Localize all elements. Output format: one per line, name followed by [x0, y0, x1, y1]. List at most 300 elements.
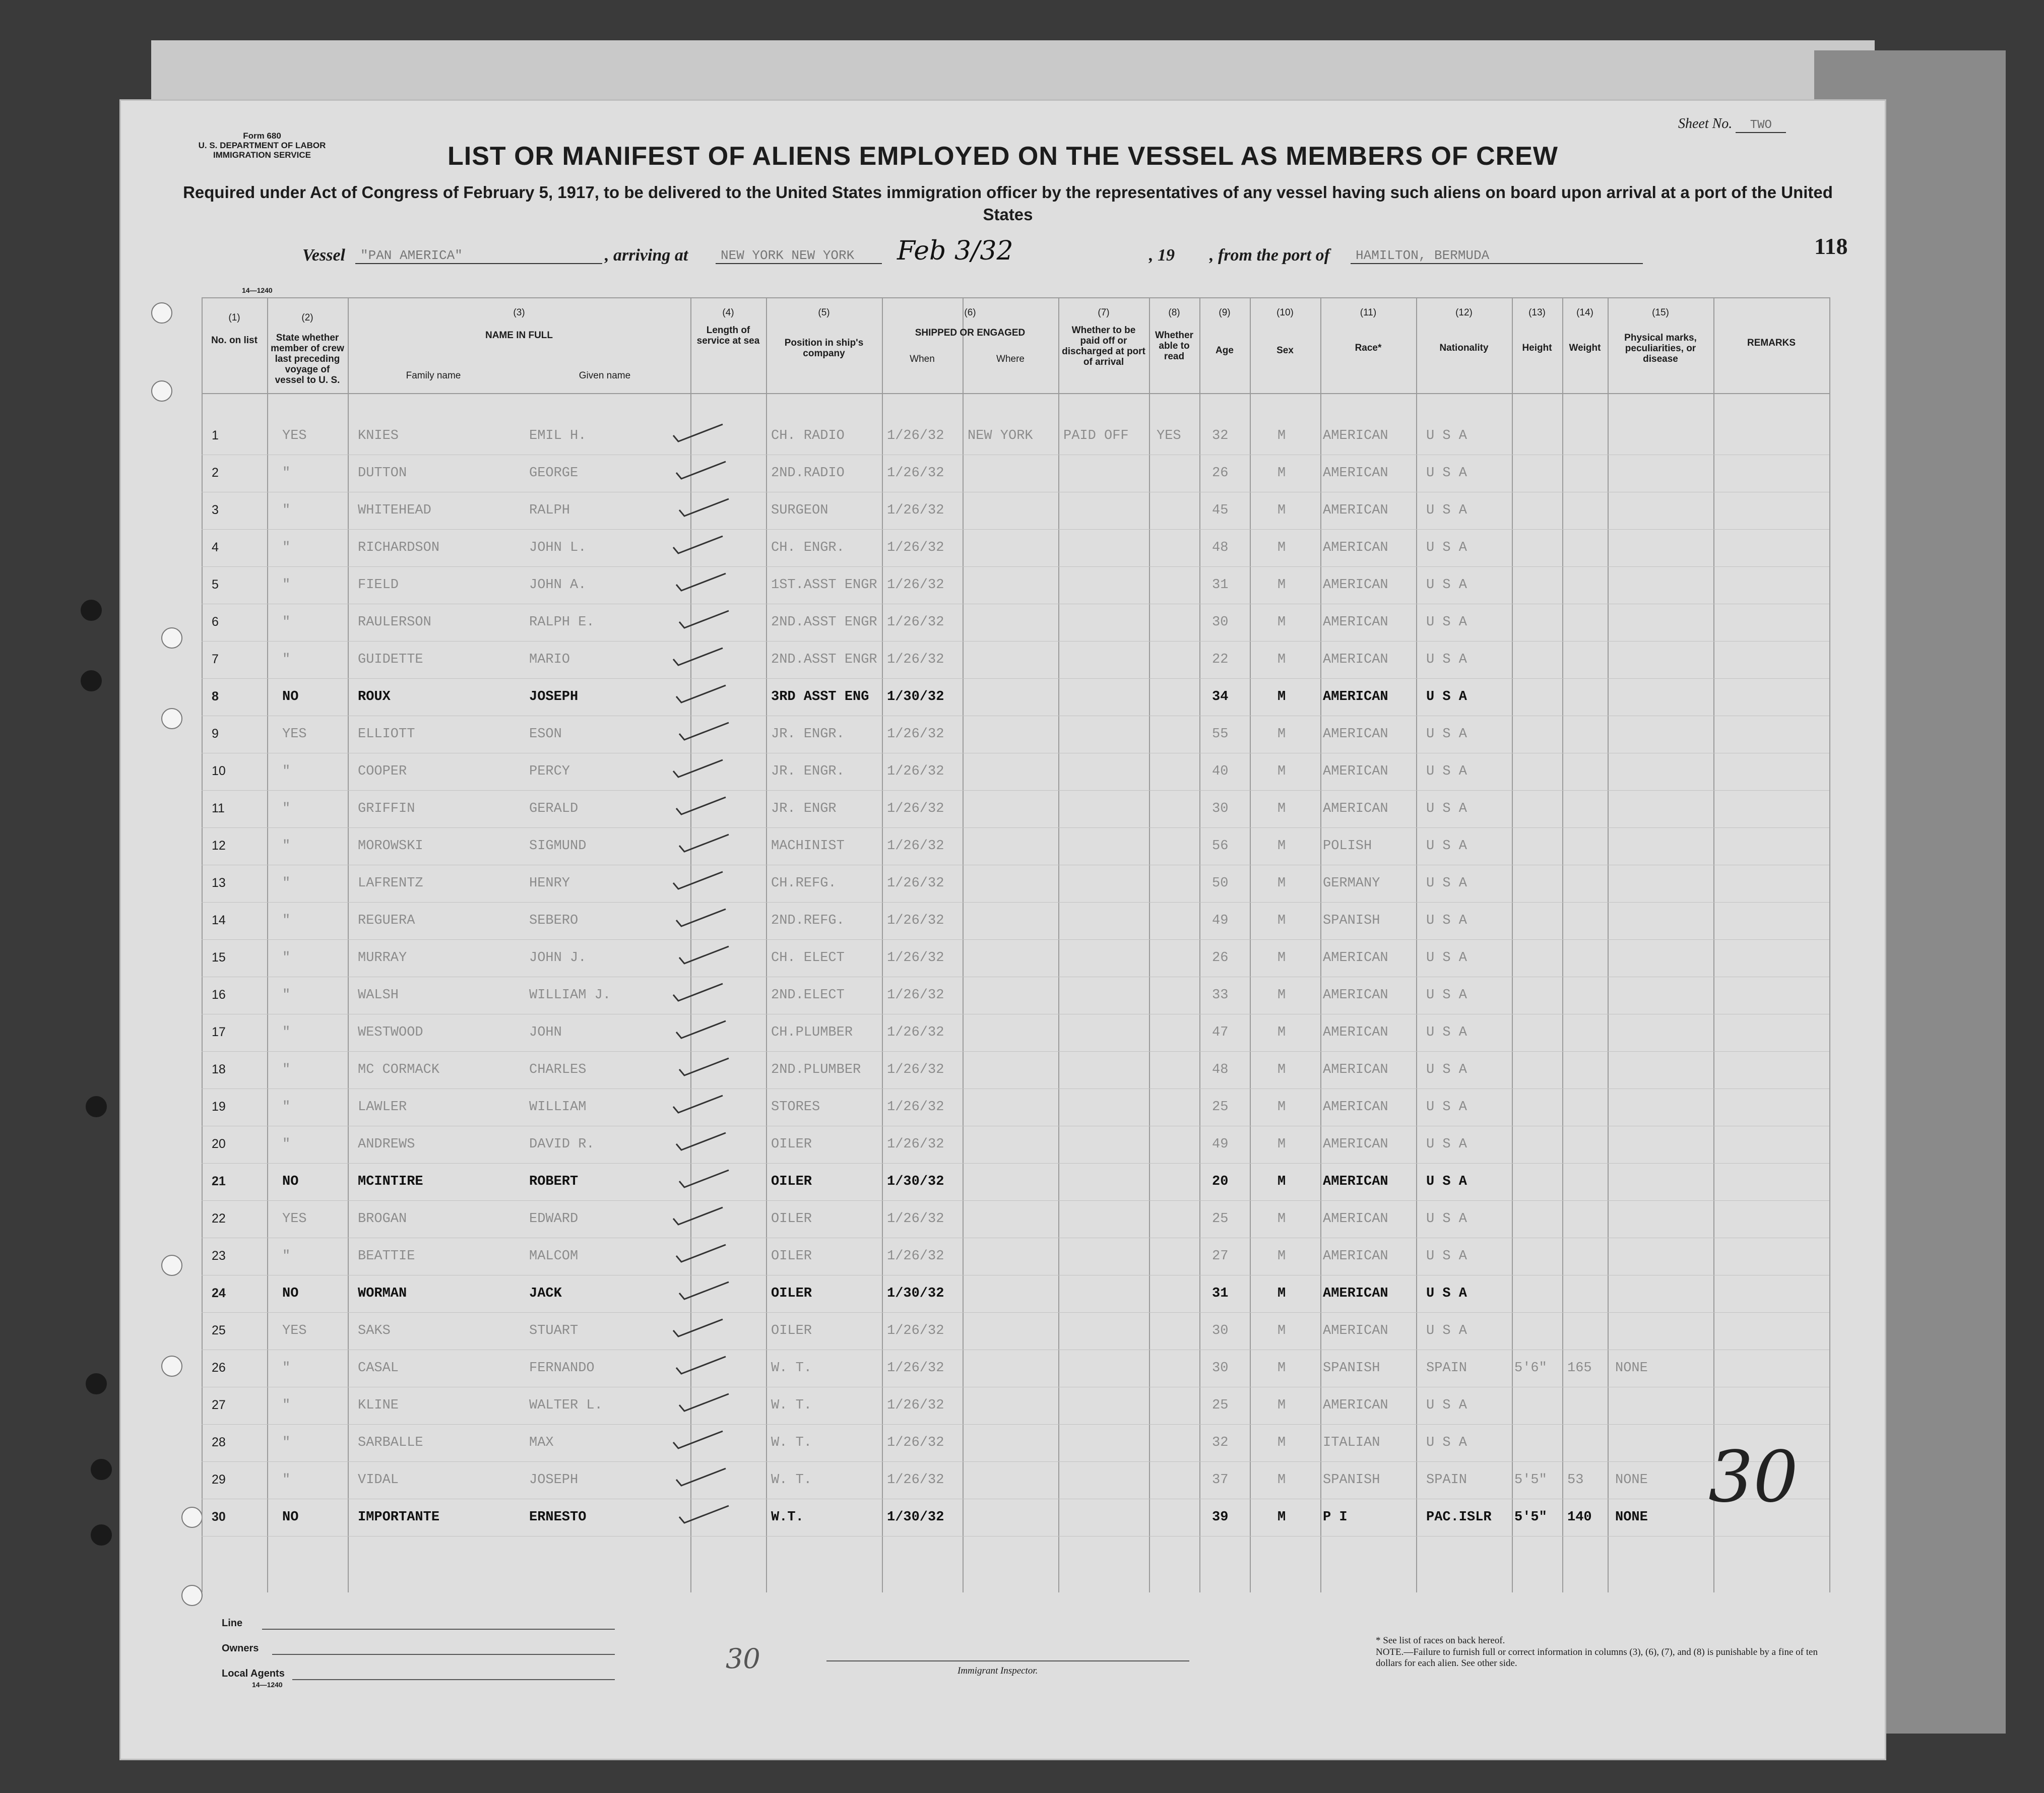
binder-hole [86, 1373, 107, 1394]
previous-voyage: YES [282, 428, 307, 443]
previous-voyage: " [282, 764, 291, 779]
col12-number: (12) [1455, 307, 1473, 318]
race: AMERICAN [1323, 950, 1388, 966]
family-name: IMPORTANTE [358, 1510, 440, 1525]
check-mark-icon [670, 983, 726, 1003]
row-number: 16 [212, 988, 226, 1002]
check-mark-icon [673, 1132, 729, 1152]
nationality: U S A [1426, 689, 1467, 705]
previous-voyage: " [282, 839, 291, 854]
family-name: ANDREWS [358, 1137, 415, 1152]
check-mark-icon [676, 834, 732, 854]
from-port-label: , from the port of [1209, 246, 1330, 265]
col10-number: (10) [1276, 307, 1294, 318]
family-name: CASAL [358, 1361, 399, 1376]
family-name: WESTWOOD [358, 1025, 423, 1040]
sex: M [1278, 1398, 1286, 1413]
inspector-label: Immigrant Inspector. [957, 1666, 1038, 1676]
shipped-when: 1/26/32 [887, 801, 944, 816]
col7-number: (7) [1098, 307, 1110, 318]
col15-header: Physical marks, peculiarities, or disease [1624, 333, 1697, 364]
age: 30 [1212, 1361, 1229, 1376]
binder-hole [91, 1459, 112, 1480]
row-number: 27 [212, 1398, 226, 1412]
age: 48 [1212, 1062, 1229, 1077]
previous-voyage: " [282, 540, 291, 555]
race: AMERICAN [1323, 540, 1388, 555]
race: AMERICAN [1323, 1025, 1388, 1040]
nationality: U S A [1426, 1025, 1467, 1040]
nationality: PAC.ISLR [1426, 1510, 1492, 1525]
footer-handwritten-number: 30 [726, 1643, 760, 1675]
age: 27 [1212, 1249, 1229, 1264]
given-name: MARIO [529, 652, 570, 667]
given-name: JOSEPH [529, 689, 579, 705]
sex: M [1278, 764, 1286, 779]
physical-marks: NONE [1615, 1510, 1648, 1525]
previous-voyage: " [282, 578, 291, 593]
sex: M [1278, 1510, 1286, 1525]
given-name: RALPH E. [529, 615, 595, 630]
table-row [121, 642, 1885, 679]
age: 40 [1212, 764, 1229, 779]
sex: M [1278, 1361, 1286, 1376]
race: AMERICAN [1323, 1100, 1388, 1115]
service-name: IMMIGRATION SERVICE [213, 150, 311, 160]
sex: M [1278, 540, 1286, 555]
position: OILER [771, 1323, 812, 1338]
height: 5'5" [1514, 1472, 1547, 1488]
races-note: * See list of races on back hereof. [1376, 1635, 1505, 1646]
sex: M [1278, 1286, 1286, 1301]
table-row [121, 828, 1885, 866]
shipped-when: 1/26/32 [887, 727, 944, 742]
vessel-line [302, 236, 1814, 271]
nationality: U S A [1426, 1286, 1467, 1301]
col9-header: Age [1216, 345, 1234, 356]
shipped-when: 1/26/32 [887, 950, 944, 966]
given-name: JOHN [529, 1025, 562, 1040]
table-row [121, 456, 1885, 493]
shipped-when: 1/26/32 [887, 466, 944, 481]
shipped-when: 1/26/32 [887, 1435, 944, 1450]
row-number: 20 [212, 1137, 226, 1151]
nationality: U S A [1426, 727, 1467, 742]
shipped-when: 1/26/32 [887, 1398, 944, 1413]
shipped-when: 1/26/32 [887, 428, 944, 443]
table-row [121, 1164, 1885, 1201]
previous-voyage: NO [282, 1286, 299, 1301]
sheet-number-value: TWO [1736, 118, 1786, 133]
nationality: U S A [1426, 466, 1467, 481]
nationality: U S A [1426, 839, 1467, 854]
family-name: KNIES [358, 428, 399, 443]
age: 32 [1212, 428, 1229, 443]
position: 2ND.ASST ENGR [771, 615, 877, 630]
position: 2ND.REFG. [771, 913, 845, 928]
position: MACHINIST [771, 839, 845, 854]
age: 37 [1212, 1472, 1229, 1488]
col11-number: (11) [1360, 307, 1377, 318]
table-row [121, 978, 1885, 1015]
col7-header: Whether to be paid off or discharged at port of arrival [1062, 325, 1145, 367]
age: 49 [1212, 913, 1229, 928]
handwritten-total: 30 [1708, 1436, 1799, 1518]
row-number: 3 [212, 503, 219, 517]
table-row [121, 1015, 1885, 1052]
form-code-top: 14—1240 [242, 286, 273, 294]
family-name: WHITEHEAD [358, 503, 431, 518]
age: 22 [1212, 652, 1229, 667]
sex: M [1278, 1472, 1286, 1488]
table-row [121, 567, 1885, 605]
check-mark-icon [670, 759, 726, 779]
binder-hole [91, 1524, 112, 1546]
table-row [121, 866, 1885, 903]
given-name: EMIL H. [529, 428, 587, 443]
given-name: FERNANDO [529, 1361, 595, 1376]
given-name: WILLIAM [529, 1100, 587, 1115]
row-number: 17 [212, 1025, 226, 1039]
previous-voyage: " [282, 1361, 291, 1376]
family-name: ROUX [358, 689, 391, 705]
col3-family-header: Family name [406, 370, 461, 381]
paid-off: PAID OFF [1063, 428, 1129, 443]
sex: M [1278, 727, 1286, 742]
col15-number: (15) [1652, 307, 1669, 318]
previous-voyage: " [282, 876, 291, 891]
col1-number: (1) [228, 312, 240, 323]
given-name: CHARLES [529, 1062, 587, 1077]
document-subtitle: Required under Act of Congress of February 5, 1917, to be delivered to the United States immigration officer by the representatives of any vessel having such aliens on board upon arrival at a port of the United States [183, 183, 1833, 224]
weight: 165 [1567, 1361, 1592, 1376]
shipped-when: 1/26/32 [887, 1249, 944, 1264]
col9-number: (9) [1219, 307, 1231, 318]
age: 39 [1212, 1510, 1229, 1525]
check-mark-icon [670, 871, 726, 891]
race: AMERICAN [1323, 652, 1388, 667]
age: 49 [1212, 1137, 1229, 1152]
family-name: MURRAY [358, 950, 407, 966]
col6-when-header: When [910, 354, 935, 364]
race: GERMANY [1323, 876, 1380, 891]
shipped-when: 1/30/32 [887, 1286, 944, 1301]
nationality: U S A [1426, 801, 1467, 816]
col6-number: (6) [964, 307, 976, 318]
family-name: SARBALLE [358, 1435, 423, 1450]
row-number: 30 [212, 1510, 226, 1524]
table-row [121, 1052, 1885, 1090]
binder-hole [81, 600, 102, 621]
row-number: 11 [212, 801, 225, 815]
age: 33 [1212, 988, 1229, 1003]
given-name: STUART [529, 1323, 579, 1338]
position: CH.REFG. [771, 876, 837, 891]
check-mark-icon [670, 1206, 726, 1227]
table-row [121, 493, 1885, 530]
given-name: WALTER L. [529, 1398, 603, 1413]
age: 25 [1212, 1100, 1229, 1115]
sex: M [1278, 913, 1286, 928]
check-mark-icon [673, 1467, 729, 1488]
position: W. T. [771, 1361, 812, 1376]
previous-voyage: " [282, 1025, 291, 1040]
sex: M [1278, 839, 1286, 854]
check-mark-icon [670, 1095, 726, 1115]
remarks-header: REMARKS [1747, 338, 1796, 348]
vessel-label: Vessel [302, 246, 345, 265]
age: 56 [1212, 839, 1229, 854]
age: 30 [1212, 615, 1229, 630]
previous-voyage: " [282, 1137, 291, 1152]
given-name: JOHN J. [529, 950, 587, 966]
table-row [121, 1276, 1885, 1313]
col14-number: (14) [1576, 307, 1593, 318]
family-name: FIELD [358, 578, 399, 593]
shipped-when: 1/26/32 [887, 876, 944, 891]
check-mark-icon [676, 1393, 732, 1413]
nationality: U S A [1426, 950, 1467, 966]
table-row [121, 679, 1885, 717]
race: AMERICAN [1323, 1323, 1388, 1338]
previous-voyage: " [282, 1062, 291, 1077]
race: POLISH [1323, 839, 1372, 854]
check-mark-icon [676, 610, 732, 630]
col10-header: Sex [1276, 345, 1294, 356]
previous-voyage: " [282, 466, 291, 481]
row-number: 5 [212, 578, 219, 592]
col14-header: Weight [1569, 343, 1601, 353]
previous-voyage: " [282, 1435, 291, 1450]
row-number: 10 [212, 764, 226, 778]
position: 2ND.ELECT [771, 988, 845, 1003]
race: SPANISH [1323, 1472, 1380, 1488]
check-mark-icon [670, 535, 726, 555]
sheet-number [1678, 116, 1786, 133]
nationality: U S A [1426, 540, 1467, 555]
check-mark-icon [670, 423, 726, 443]
nationality: U S A [1426, 615, 1467, 630]
given-name: MALCOM [529, 1249, 579, 1264]
table-row [121, 605, 1885, 642]
given-name: JOHN L. [529, 540, 587, 555]
shipped-when: 1/26/32 [887, 1100, 944, 1115]
given-name: DAVID R. [529, 1137, 595, 1152]
table-row [121, 903, 1885, 940]
sex: M [1278, 1137, 1286, 1152]
nationality: U S A [1426, 1137, 1467, 1152]
sex: M [1278, 1323, 1286, 1338]
age: 26 [1212, 950, 1229, 966]
nationality: U S A [1426, 1062, 1467, 1077]
race: AMERICAN [1323, 727, 1388, 742]
position: W.T. [771, 1510, 804, 1525]
nationality: U S A [1426, 1249, 1467, 1264]
manifest-footer [121, 1618, 1885, 1749]
family-name: BEATTIE [358, 1249, 415, 1264]
check-mark-icon [676, 1505, 732, 1525]
shipped-when: 1/26/32 [887, 913, 944, 928]
age: 50 [1212, 876, 1229, 891]
race: AMERICAN [1323, 801, 1388, 816]
race: AMERICAN [1323, 1211, 1388, 1227]
age: 47 [1212, 1025, 1229, 1040]
table-row [121, 1388, 1885, 1425]
table-row [121, 791, 1885, 828]
previous-voyage: " [282, 503, 291, 518]
sex: M [1278, 1062, 1286, 1077]
row-number: 25 [212, 1323, 226, 1337]
col1-header: No. on list [211, 335, 258, 346]
check-mark-icon [670, 1318, 726, 1338]
position: SURGEON [771, 503, 828, 518]
family-name: VIDAL [358, 1472, 399, 1488]
check-mark-icon [676, 1057, 732, 1077]
previous-voyage: NO [282, 1510, 299, 1525]
nationality: U S A [1426, 503, 1467, 518]
page-number: 118 [1814, 233, 1848, 259]
family-name: SAKS [358, 1323, 391, 1338]
age: 20 [1212, 1174, 1229, 1189]
race: AMERICAN [1323, 578, 1388, 593]
row-number: 6 [212, 615, 219, 629]
check-mark-icon [673, 1356, 729, 1376]
table-row [121, 1500, 1885, 1537]
check-mark-icon [673, 908, 729, 928]
race: AMERICAN [1323, 1398, 1388, 1413]
shipped-when: 1/26/32 [887, 839, 944, 854]
given-name: GEORGE [529, 466, 579, 481]
family-name: WALSH [358, 988, 399, 1003]
race: AMERICAN [1323, 466, 1388, 481]
position: JR. ENGR. [771, 727, 845, 742]
year-label: , 19 [1149, 246, 1175, 265]
sheet-number-label: Sheet No. [1678, 116, 1733, 132]
age: 25 [1212, 1398, 1229, 1413]
position: CH. ELECT [771, 950, 845, 966]
binder-hole [81, 670, 102, 691]
nationality: SPAIN [1426, 1361, 1467, 1376]
sex: M [1278, 1100, 1286, 1115]
position: CH. RADIO [771, 428, 845, 443]
family-name: RICHARDSON [358, 540, 440, 555]
position: OILER [771, 1286, 812, 1301]
col5-number: (5) [818, 307, 830, 318]
family-name: RAULERSON [358, 615, 431, 630]
table-row [121, 1313, 1885, 1351]
position: 2ND.ASST ENGR [771, 652, 877, 667]
sex: M [1278, 428, 1286, 443]
check-mark-icon [670, 647, 726, 667]
previous-voyage: " [282, 950, 291, 966]
col4-header: Length of service at sea [696, 325, 760, 346]
check-mark-icon [676, 945, 732, 966]
sex: M [1278, 801, 1286, 816]
able-to-read: YES [1157, 428, 1181, 443]
shipped-when: 1/26/32 [887, 1211, 944, 1227]
nationality: U S A [1426, 652, 1467, 667]
previous-voyage: YES [282, 1323, 307, 1338]
previous-voyage: " [282, 1472, 291, 1488]
previous-voyage: " [282, 1398, 291, 1413]
sex: M [1278, 950, 1286, 966]
previous-voyage: " [282, 913, 291, 928]
family-name: GRIFFIN [358, 801, 415, 816]
row-number: 26 [212, 1361, 226, 1375]
col8-header: Whether able to read [1155, 330, 1193, 362]
arriving-label: , arriving at [605, 246, 688, 265]
family-name: MC CORMACK [358, 1062, 440, 1077]
table-row [121, 1351, 1885, 1388]
sex: M [1278, 652, 1286, 667]
given-name: SEBERO [529, 913, 579, 928]
family-name: DUTTON [358, 466, 407, 481]
position: W. T. [771, 1435, 812, 1450]
nationality: U S A [1426, 1323, 1467, 1338]
race: AMERICAN [1323, 764, 1388, 779]
nationality: U S A [1426, 1398, 1467, 1413]
nationality: SPAIN [1426, 1472, 1467, 1488]
check-mark-icon [673, 1244, 729, 1264]
given-name: JOSEPH [529, 1472, 579, 1488]
previous-voyage: YES [282, 1211, 307, 1227]
family-name: REGUERA [358, 913, 415, 928]
shipped-when: 1/26/32 [887, 503, 944, 518]
given-name: PERCY [529, 764, 570, 779]
table-row [121, 1239, 1885, 1276]
given-name: RALPH [529, 503, 570, 518]
weight: 140 [1567, 1510, 1592, 1525]
row-number: 24 [212, 1286, 226, 1300]
previous-voyage: " [282, 988, 291, 1003]
nationality: U S A [1426, 578, 1467, 593]
previous-voyage: " [282, 1100, 291, 1115]
check-mark-icon [673, 1020, 729, 1040]
sex: M [1278, 876, 1286, 891]
col6-header: SHIPPED OR ENGAGED [915, 328, 1026, 338]
previous-voyage: " [282, 615, 291, 630]
row-number: 2 [212, 466, 219, 480]
given-name: EDWARD [529, 1211, 579, 1227]
position: OILER [771, 1249, 812, 1264]
race: SPANISH [1323, 1361, 1380, 1376]
previous-voyage: " [282, 801, 291, 816]
sex: M [1278, 466, 1286, 481]
shipped-when: 1/26/32 [887, 578, 944, 593]
age: 31 [1212, 1286, 1229, 1301]
arrival-date: Feb 3/32 [897, 236, 1013, 266]
race: AMERICAN [1323, 1286, 1388, 1301]
age: 31 [1212, 578, 1229, 593]
age: 30 [1212, 1323, 1229, 1338]
row-number: 14 [212, 913, 226, 927]
race: AMERICAN [1323, 1249, 1388, 1264]
shipped-when: 1/26/32 [887, 1025, 944, 1040]
check-mark-icon [673, 461, 729, 481]
row-number: 28 [212, 1435, 226, 1449]
sex: M [1278, 615, 1286, 630]
row-number: 7 [212, 652, 219, 666]
shipped-when: 1/26/32 [887, 1137, 944, 1152]
row-number: 19 [212, 1100, 226, 1114]
check-mark-icon [676, 498, 732, 518]
age: 45 [1212, 503, 1229, 518]
col11-header: Race* [1355, 343, 1382, 353]
agents-label: Local Agents [222, 1668, 285, 1679]
weight: 53 [1567, 1472, 1584, 1488]
table-row [121, 717, 1885, 754]
position: 2ND.PLUMBER [771, 1062, 861, 1077]
